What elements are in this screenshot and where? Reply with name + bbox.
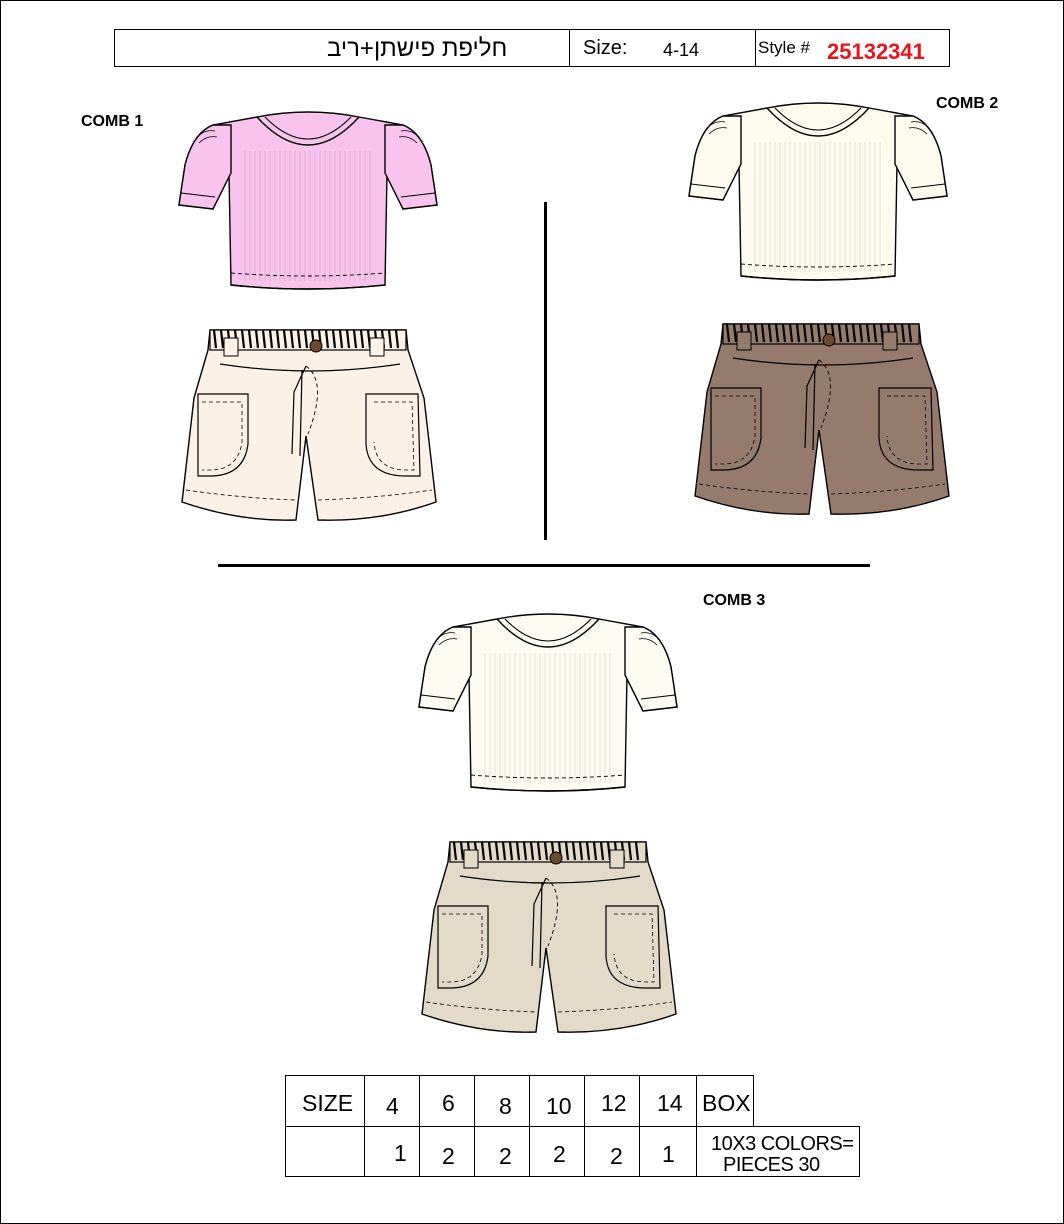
quantity-label-cell	[285, 1126, 365, 1177]
comb-3-shorts	[420, 838, 676, 1038]
quantity-cell: 2	[419, 1126, 475, 1177]
quantity-cell: 2	[584, 1126, 640, 1177]
comb-3-label: COMB 3	[703, 592, 766, 609]
size-cell: 10	[529, 1075, 585, 1127]
size-label: Size:	[583, 37, 628, 59]
comb-1-shorts	[180, 326, 436, 526]
size-header-cell: SIZE	[285, 1075, 365, 1127]
header-table	[114, 29, 950, 67]
box-note-cell: 10X3 COLORS= PIECES 30	[696, 1126, 860, 1177]
product-title: חליפת פישתן+ריב	[327, 35, 508, 62]
quantity-cell: 2	[474, 1126, 530, 1177]
header-divider	[569, 30, 570, 66]
style-label: Style #	[758, 38, 810, 57]
size-quantity-table	[285, 1075, 860, 1177]
box-header-cell: BOX	[696, 1075, 754, 1127]
comb-1-top	[175, 103, 441, 307]
size-cell: 6	[419, 1075, 475, 1127]
quantity-cell: 1	[364, 1126, 420, 1177]
size-cell: 14	[639, 1075, 697, 1127]
size-cell: 8	[474, 1075, 530, 1127]
header-divider	[755, 30, 756, 66]
size-cell: 12	[584, 1075, 640, 1127]
comb-2-label: COMB 2	[936, 95, 999, 112]
comb-2-shorts	[693, 320, 949, 520]
horizontal-divider	[218, 564, 870, 567]
size-cell: 4	[364, 1075, 420, 1127]
vertical-divider	[544, 202, 547, 540]
comb-1-label: COMB 1	[81, 113, 144, 130]
comb-3-top	[415, 605, 681, 809]
comb-2-top	[685, 94, 951, 298]
quantity-cell: 1	[639, 1126, 697, 1177]
size-range: 4-14	[663, 40, 700, 60]
quantity-cell: 2	[529, 1126, 585, 1177]
style-number: 25132341	[827, 39, 925, 64]
